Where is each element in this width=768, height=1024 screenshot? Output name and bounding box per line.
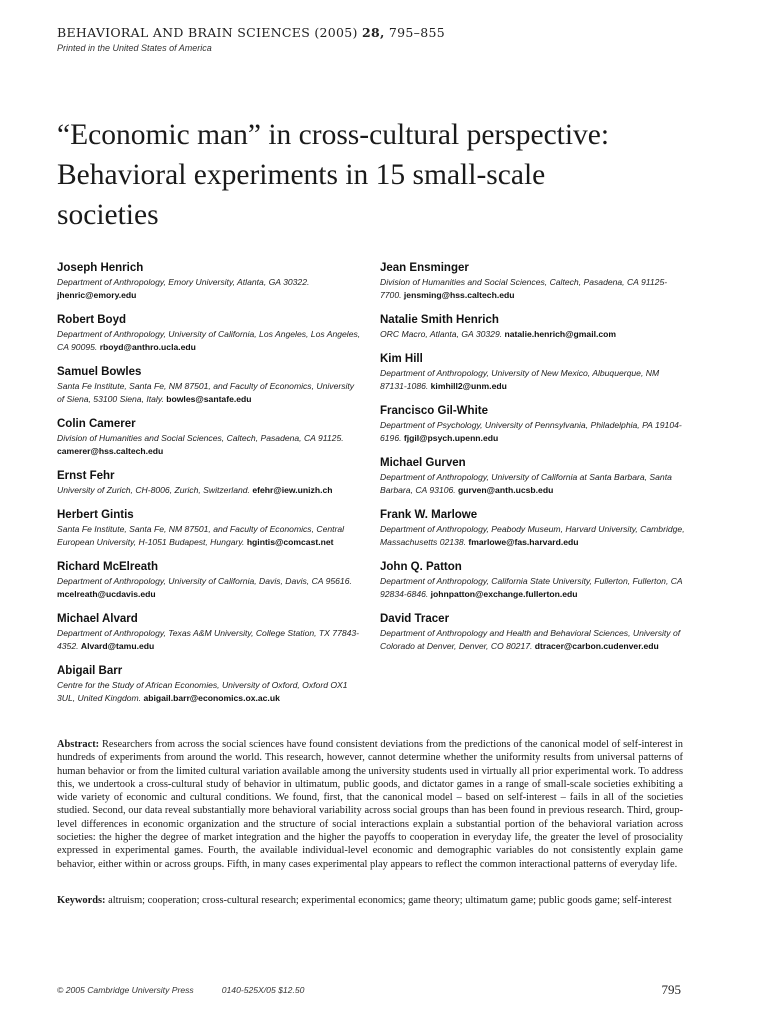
journal-header — [57, 25, 445, 40]
author-block — [57, 312, 362, 354]
author-name: Michael Gurven — [380, 457, 466, 469]
author-email[interactable]: johnpatton@exchange.fullerton.edu — [430, 589, 578, 599]
abstract — [57, 738, 683, 871]
author-name: Michael Alvard — [57, 613, 138, 625]
author-affiliation — [57, 380, 362, 406]
affiliation-text: Department of Anthropology, University of California, Davis, Davis, CA 95616. — [57, 576, 352, 586]
author-affiliation — [380, 471, 685, 497]
journal-name: BEHAVIORAL AND BRAIN SCIENCES (2005) — [57, 25, 362, 40]
keywords-label: Keywords: — [57, 895, 106, 906]
affiliation-text: Department of Anthropology and Health and Behavioral Sciences, University of Colorado at Denver, Denver, CO 80217. — [380, 628, 681, 651]
author-email[interactable]: jhenric@emory.edu — [57, 290, 137, 300]
affiliation-text: Department of Anthropology, Texas A&M University, College Station, TX 77843-4352. — [57, 628, 360, 651]
affiliation-text: ORC Macro, Atlanta, GA 30329. — [380, 329, 503, 339]
author-affiliation — [380, 419, 685, 445]
author-affiliation — [57, 627, 362, 653]
authors-right-column — [380, 260, 685, 663]
author-name: Joseph Henrich — [57, 262, 144, 274]
author-affiliation — [380, 276, 685, 302]
author-name: Colin Camerer — [57, 418, 136, 430]
author-affiliation — [57, 276, 362, 302]
author-email[interactable]: abigail.barr@economics.ox.ac.uk — [143, 693, 280, 703]
affiliation-text: Santa Fe Institute, Santa Fe, NM 87501, and Faculty of Economics, University of Siena, 53100 Siena, Italy. — [57, 381, 355, 404]
author-block — [380, 559, 685, 601]
author-affiliation — [380, 367, 685, 393]
author-affiliation — [57, 328, 362, 354]
page-number: 795 — [661, 982, 681, 997]
author-block — [57, 364, 362, 406]
copyright: © 2005 Cambridge University Press — [57, 985, 194, 995]
author-email[interactable]: camerer@hss.caltech.edu — [57, 446, 164, 456]
author-email[interactable]: dtracer@carbon.cudenver.edu — [534, 641, 659, 651]
affiliation-text: Centre for the Study of African Economies, University of Oxford, Oxford OX1 3UL, United Kingdom. — [57, 680, 348, 703]
author-affiliation — [380, 523, 685, 549]
author-block — [57, 260, 362, 302]
author-name: Abigail Barr — [57, 665, 123, 677]
author-name: Jean Ensminger — [380, 262, 469, 274]
author-email[interactable]: kimhill2@unm.edu — [430, 381, 507, 391]
author-block — [380, 507, 685, 549]
author-email[interactable]: rboyd@anthro.ucla.edu — [99, 342, 196, 352]
author-email[interactable]: mcelreath@ucdavis.edu — [57, 589, 156, 599]
article-title: “Economic man” in cross-cultural perspective: Behavioral experiments in 15 small-scale societies — [57, 119, 610, 231]
author-email[interactable]: natalie.henrich@gmail.com — [504, 329, 617, 339]
author-affiliation — [57, 575, 362, 601]
author-block — [380, 351, 685, 393]
author-block — [57, 559, 362, 601]
author-block — [380, 611, 685, 653]
author-name: Natalie Smith Henrich — [380, 314, 499, 326]
keywords-text: altruism; cooperation; cross-cultural research; experimental economics; game theory; ultimatum game; public goods game; self-interest — [108, 895, 672, 906]
affiliation-text: Division of Humanities and Social Sciences, Caltech, Pasadena, CA 91125-7700. — [380, 277, 668, 300]
author-block — [380, 455, 685, 497]
authors-left-column — [57, 260, 362, 715]
author-block — [380, 260, 685, 302]
author-affiliation — [57, 679, 362, 705]
journal-pages: 795–855 — [384, 25, 445, 40]
author-name: John Q. Patton — [380, 561, 462, 573]
author-name: Samuel Bowles — [57, 366, 142, 378]
author-email[interactable]: jensming@hss.caltech.edu — [403, 290, 515, 300]
author-affiliation — [57, 432, 362, 458]
affiliation-text: Santa Fe Institute, Santa Fe, NM 87501, and Faculty of Economics, Central European University, H-1051 Budapest, Hungary. — [57, 524, 345, 547]
author-block — [57, 611, 362, 653]
author-block — [380, 312, 685, 341]
footer — [57, 985, 304, 995]
author-block — [57, 416, 362, 458]
issn-price: 0140-525X/05 $12.50 — [221, 985, 305, 995]
author-affiliation — [380, 328, 685, 341]
author-block — [57, 663, 362, 705]
author-email[interactable]: fjgil@psych.upenn.edu — [403, 433, 499, 443]
author-name: Francisco Gil-White — [380, 405, 488, 417]
author-affiliation — [380, 575, 685, 601]
affiliation-text: Department of Psychology, University of Pennsylvania, Philadelphia, PA 19104-6196. — [380, 420, 682, 443]
author-email[interactable]: Alvard@tamu.edu — [80, 641, 155, 651]
printed-note: Printed in the United States of America — [57, 43, 212, 53]
author-name: Richard McElreath — [57, 561, 158, 573]
keywords — [57, 894, 683, 907]
author-block — [57, 468, 362, 497]
author-name: Robert Boyd — [57, 314, 126, 326]
author-block — [57, 507, 362, 549]
abstract-text: Researchers from across the social sciences have found consistent deviations from the predictions of the canonical model of self-interest in hundreds of experiments from around the world. This research, however, cannot determine whether the uniformity results from universal patterns of human behavior or from the limited cultural variation available among the university students used in virtually all prior experimental work. To address this, we undertook a cross-cultural study of behavior in ultimatum, public goods, and dictator games in a range of small-scale societies exhibiting a wide variety of economic and cultural conditions. We found, first, that the canonical model – based on self-interest – fails in all of the societies studied. Second, our data reveal substantially more behavioral variability across social groups than has been found in previous research. Third, group-level differences in economic organization and the structure of social interactions explain a substantial portion of the behavioral variation across societies: the higher the degree of market integration and the higher the payoffs to cooperation in everyday life, the greater the level of prosociality expressed in experimental games. Fourth, the available individual-level economic and demographic variables do not consistently explain game behavior, either within or across groups. Fifth, in many cases experimental play appears to reflect the common interactional patterns of everyday life. — [57, 739, 683, 870]
author-name: Kim Hill — [380, 353, 423, 365]
author-affiliation — [57, 523, 362, 549]
author-affiliation — [380, 627, 685, 653]
affiliation-text: Department of Anthropology, University of California at Santa Barbara, Santa Barbara, CA 93106. — [380, 472, 672, 495]
author-email[interactable]: efehr@iew.unizh.ch — [252, 485, 333, 495]
affiliation-text: Department of Anthropology, California State University, Fullerton, Fullerton, CA 92834-6846. — [380, 576, 683, 599]
affiliation-text: Department of Anthropology, Emory University, Atlanta, GA 30322. — [57, 277, 310, 287]
author-email[interactable]: gurven@anth.ucsb.edu — [458, 485, 554, 495]
author-name: David Tracer — [380, 613, 450, 625]
journal-volume: 28, — [361, 25, 385, 40]
affiliation-text: Department of Anthropology, University of New Mexico, Albuquerque, NM 87131-1086. — [380, 368, 660, 391]
author-block — [380, 403, 685, 445]
author-email[interactable]: hgintis@comcast.net — [246, 537, 334, 547]
author-name: Ernst Fehr — [57, 470, 115, 482]
author-email[interactable]: fmarlowe@fas.harvard.edu — [468, 537, 579, 547]
author-affiliation — [57, 484, 362, 497]
author-name: Frank W. Marlowe — [380, 509, 478, 521]
author-email[interactable]: bowles@santafe.edu — [166, 394, 252, 404]
affiliation-text: Division of Humanities and Social Sciences, Caltech, Pasadena, CA 91125. — [57, 433, 344, 443]
affiliation-text: University of Zurich, CH-8006, Zurich, Switzerland. — [57, 485, 250, 495]
abstract-label: Abstract: — [57, 739, 100, 750]
author-name: Herbert Gintis — [57, 509, 134, 521]
affiliation-text: Department of Anthropology, Peabody Museum, Harvard University, Cambridge, Massachusetts 02138. — [380, 524, 685, 547]
affiliation-text: Department of Anthropology, University of California, Los Angeles, Los Angeles, CA 90095. — [57, 329, 361, 352]
